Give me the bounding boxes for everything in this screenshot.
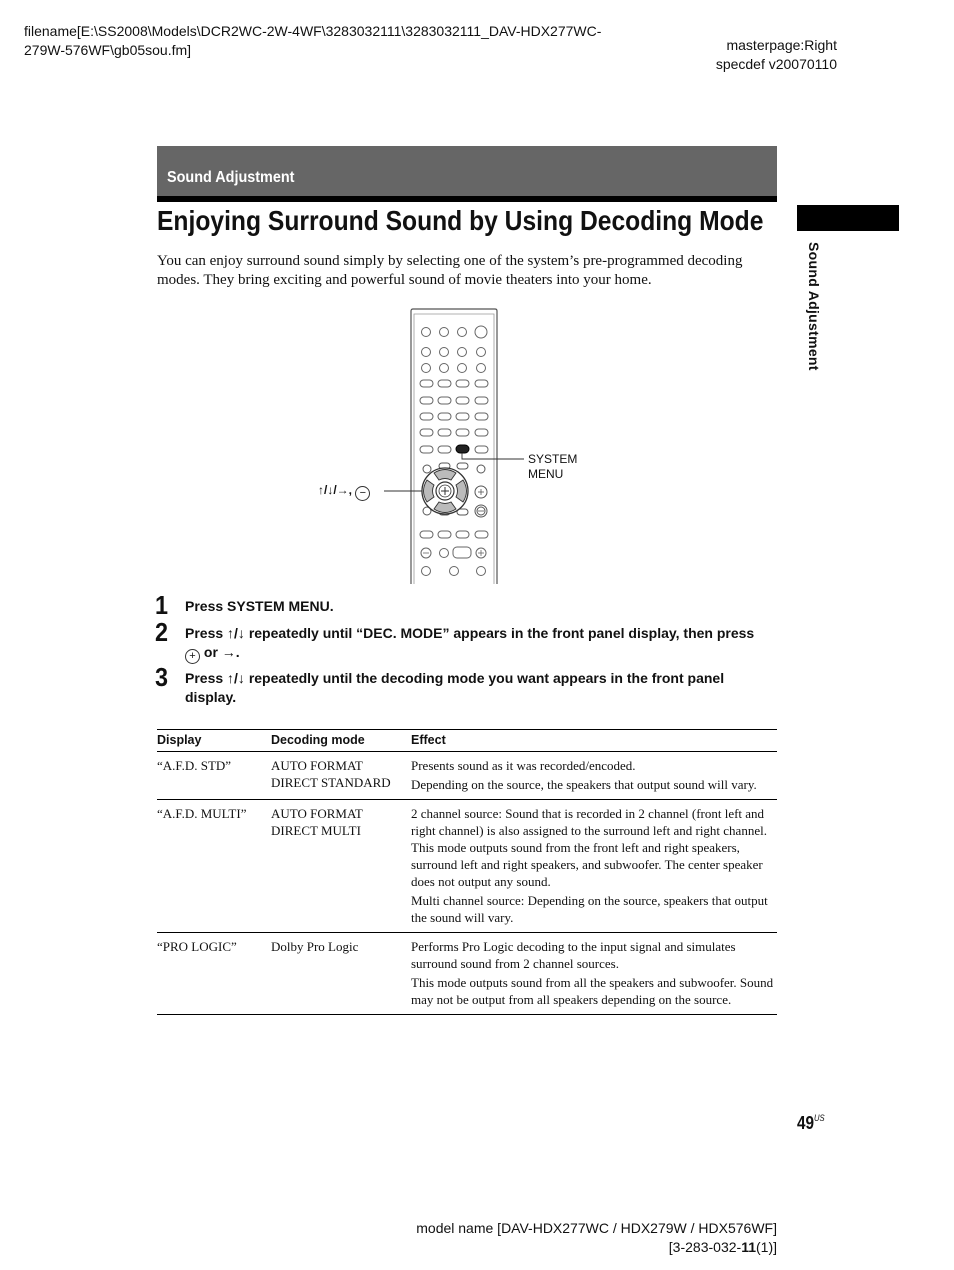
step-2-text-main: Press ↑/↓ repeatedly until “DEC. MODE” appears in the front panel display, then press <box>185 625 755 641</box>
footer <box>416 1219 777 1257</box>
step-3-text: Press ↑/↓ repeatedly until the decoding mode you want appears in the front panel display. <box>185 670 725 705</box>
table-row <box>157 800 777 933</box>
header-masterpage <box>716 36 837 74</box>
step-3-number: 3 <box>155 662 169 692</box>
callout-system-line2: MENU <box>528 467 564 481</box>
footer-code-bold: 11 <box>741 1239 756 1255</box>
table-cell-effect <box>411 752 777 800</box>
page-number-value: 49 <box>797 1113 815 1133</box>
step-2-text <box>185 624 785 664</box>
footer-code <box>416 1238 777 1257</box>
table-header-display: Display <box>157 730 271 752</box>
header-filename-line1: filename[E:\SS2008\Models\DCR2WC-2W-4WF\3283032111\3283032111_DAV-HDX277WC- <box>24 23 602 39</box>
table-cell-effect <box>411 800 777 933</box>
table-row <box>157 933 777 1015</box>
table-cell-display: “A.F.D. MULTI” <box>157 800 271 933</box>
plus-circle-icon: + <box>185 649 200 664</box>
table-row <box>157 752 777 800</box>
table-cell-display: “PRO LOGIC” <box>157 933 271 1015</box>
table-cell-effect <box>411 933 777 1015</box>
header-filename-line2: 279W-576WF\gb05sou.fm] <box>24 42 192 58</box>
effect-paragraph: Performs Pro Logic decoding to the input signal and simulates surround sound from 2 channel sources. <box>411 939 736 971</box>
step-1-text: Press SYSTEM MENU. <box>185 598 334 614</box>
effect-paragraph: Multi channel source: Depending on the source, speakers that output the sound will vary. <box>411 893 768 925</box>
minus-circle-icon: − <box>355 486 370 501</box>
remote-illustration <box>300 306 560 586</box>
step-2-number: 2 <box>155 617 169 647</box>
effect-paragraph: Depending on the source, the speakers that output sound will vary. <box>411 777 757 792</box>
callout-arrows-text: ↑/↓/→, <box>318 483 353 497</box>
table-header-effect: Effect <box>411 730 777 752</box>
section-rule <box>157 196 777 202</box>
effect-paragraph: Presents sound as it was recorded/encoded. <box>411 758 636 773</box>
decoding-mode-table <box>157 729 777 1015</box>
table-cell-display: “A.F.D. STD” <box>157 752 271 800</box>
side-tab-label: Sound Adjustment <box>806 242 822 371</box>
header-masterpage-line: masterpage:Right <box>726 37 837 53</box>
section-label: Sound Adjustment <box>167 169 295 186</box>
callout-arrows <box>318 483 370 501</box>
page-number <box>797 1113 825 1134</box>
table-cell-mode: AUTO FORMAT DIRECT MULTI <box>271 800 411 933</box>
page-title: Enjoying Surround Sound by Using Decoding Mode <box>157 205 764 236</box>
side-tab-block <box>797 205 899 231</box>
step-1-number: 1 <box>155 590 169 620</box>
table-header-mode: Decoding mode <box>271 730 411 752</box>
footer-code-post: (1)] <box>756 1239 777 1255</box>
intro-paragraph: You can enjoy surround sound simply by selecting one of the system’s pre-programmed decoding modes. They bring exciting and powerful sound of movie theaters into your home. <box>157 253 743 288</box>
section-band <box>157 146 777 196</box>
system-menu-button <box>456 445 469 453</box>
footer-model: model name [DAV-HDX277WC / HDX279W / HDX576WF] <box>416 1220 777 1236</box>
footer-code-pre: [3-283-032- <box>668 1239 742 1255</box>
page-number-suffix: US <box>814 1113 825 1123</box>
dpad <box>422 468 468 514</box>
table-cell-mode: AUTO FORMAT DIRECT STANDARD <box>271 752 411 800</box>
callout-system-line1: SYSTEM <box>528 452 578 466</box>
callout-system-menu <box>528 452 577 482</box>
header-specdef-line: specdef v20070110 <box>715 56 837 72</box>
effect-paragraph: This mode outputs sound from all the speakers and subwoofer. Sound may not be output from all speakers depending on the source. <box>411 975 774 1007</box>
table-header-row <box>157 730 777 752</box>
table-cell-mode: Dolby Pro Logic <box>271 933 411 1015</box>
header-filename <box>24 22 664 60</box>
remote-figure <box>300 306 578 591</box>
effect-paragraph: 2 channel source: Sound that is recorded in 2 channel (front left and right channel) is also assigned to the surround left and right channel. This mode outputs sound from the front left and right speakers, surround left and right speakers, and subwoofer. The center speaker does not output any sound. <box>411 806 767 889</box>
step-2-text-tail: or →. <box>200 644 240 660</box>
